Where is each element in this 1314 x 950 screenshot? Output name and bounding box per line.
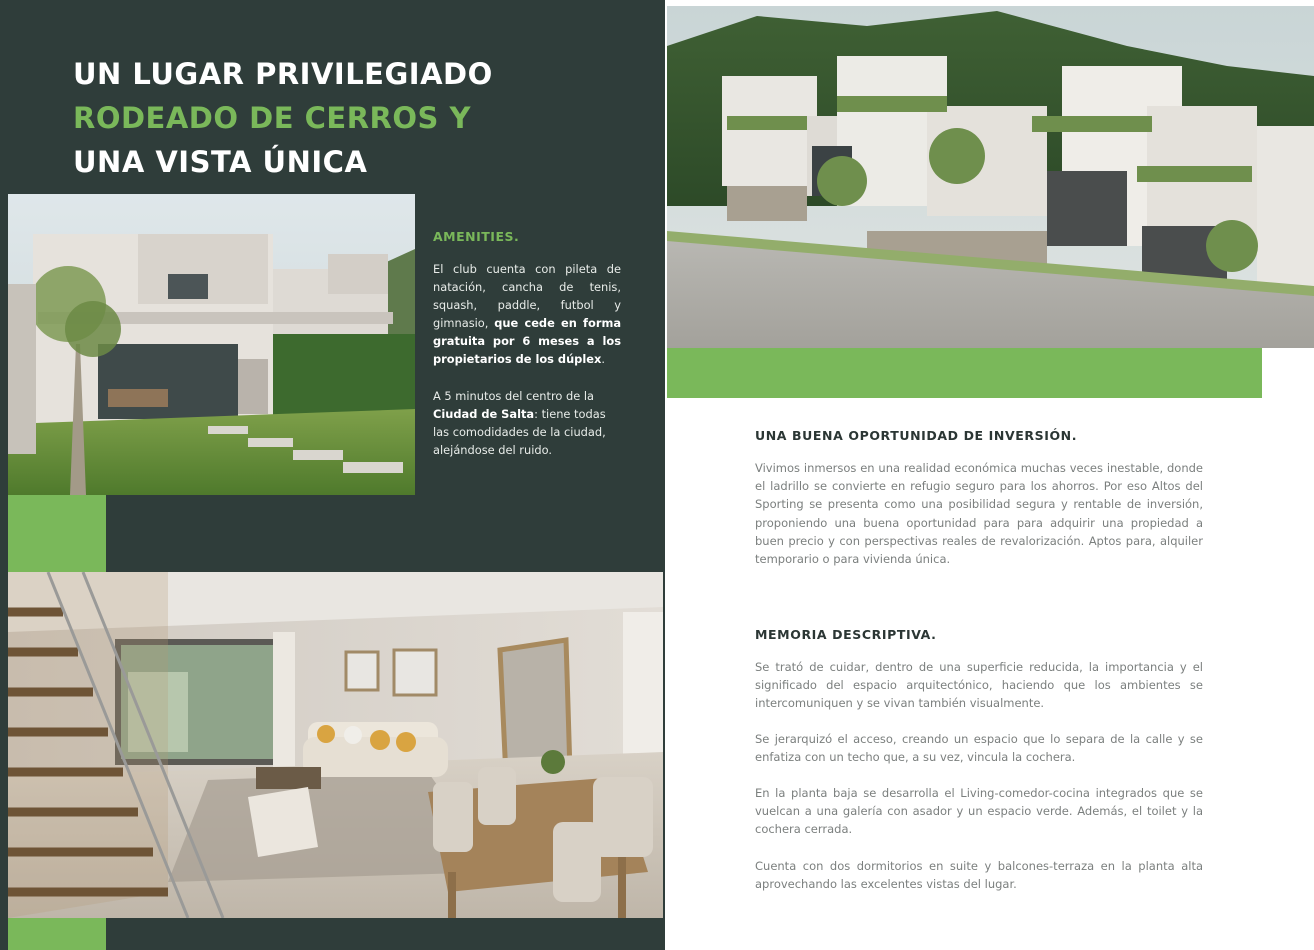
headline-line-3: UNA VISTA ÚNICA [73, 145, 368, 179]
memoria-paragraph-4: Cuenta con dos dormitorios en suite y balcones-terraza en la planta alta aprovechando las excelentes vistas del lugar. [755, 859, 1203, 892]
headline-line-1: UN LUGAR PRIVILEGIADO [73, 57, 493, 91]
memoria-paragraph-3: En la planta baja se desarrolla el Living-comedor-cocina integrados que se vuelcan a una galería con asador y un espacio verde. Además, el toilet y la cochera cerrada. [755, 786, 1203, 837]
page-headline [73, 52, 493, 184]
amenities-paragraph-1 [433, 260, 621, 368]
green-accent-block-left [8, 495, 106, 572]
garden-patio-photo [8, 194, 415, 495]
duplex-exterior-photo [667, 6, 1314, 348]
amenities-p2-start: A 5 minutos del centro de la [433, 389, 594, 403]
amenities-paragraph-2 [433, 387, 621, 459]
memoria-title: MEMORIA DESCRIPTIVA. [755, 627, 937, 642]
green-accent-block-bottom [8, 918, 106, 950]
memoria-paragraph-2: Se jerarquizó el acceso, creando un espacio que lo separa de la calle y se enfatiza con un techo que, a su vez, vincula la cochera. [755, 732, 1203, 765]
amenities-p2-bold: Ciudad de Salta [433, 407, 535, 421]
living-room-photo [8, 572, 663, 918]
amenities-p2-end: : tiene todas las comodidades de la ciudad, alejándose del ruido. [433, 407, 606, 457]
green-accent-block-right [667, 348, 1262, 398]
amenities-p1-plain: El club cuenta con pileta de natación, cancha de tenis, squash, paddle, futbol y gimnasio, [433, 262, 621, 330]
investment-title: UNA BUENA OPORTUNIDAD DE INVERSIÓN. [755, 428, 1078, 443]
amenities-p1-end: . [601, 352, 605, 366]
investment-text: Vivimos inmersos en una realidad económica muchas veces inestable, donde el ladrillo se convierte en refugio seguro para los ahorros. Por eso Altos del Sporting se presenta como una posibilidad segura y rentable de inversión, proponiendo una buena oportunidad para para adquirir una propiedad a buen precio y con perspectivas reales de revalorización. Aptos para, alquiler temporario o para vivienda única. [755, 461, 1203, 567]
amenities-title: AMENITIES. [433, 229, 520, 244]
memoria-paragraph-1: Se trató de cuidar, dentro de una superficie reducida, la importancia y el significado del espacio arquitectónico, haciendo que los ambientes se intercomuniquen y se vivan también visualmente. [755, 660, 1203, 711]
headline-line-2: RODEADO DE CERROS Y [73, 101, 471, 135]
amenities-p1-bold: que cede en forma gratuita por 6 meses a los propietarios de los dúplex [433, 316, 622, 366]
